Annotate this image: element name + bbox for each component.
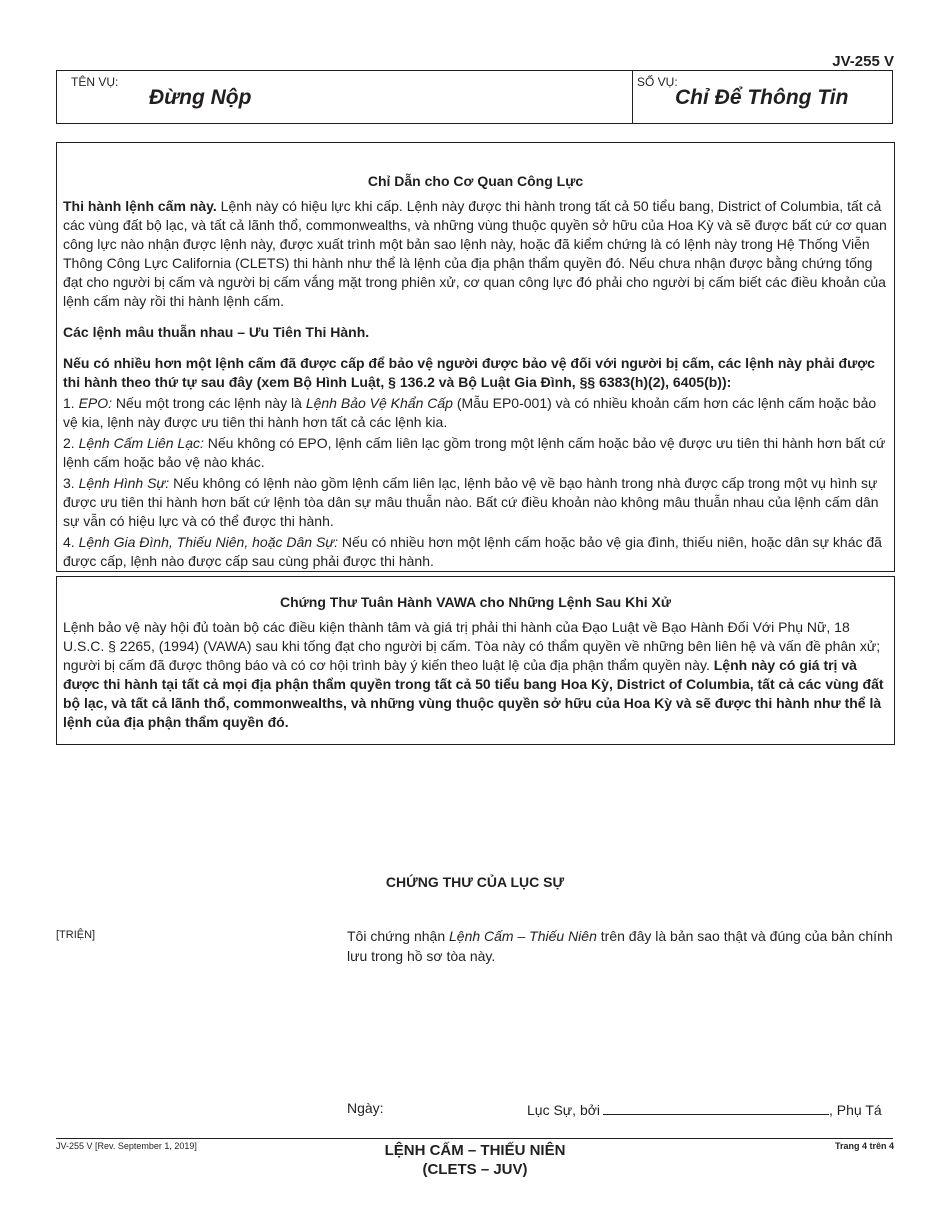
- clerk-certificate-title: CHỨNG THƯ CỦA LỤC SỰ: [385, 874, 565, 890]
- signature-blank: [603, 1100, 829, 1115]
- vawa-title: Chứng Thư Tuân Hành VAWA cho Những Lệnh Sau Khi Xử: [279, 594, 672, 610]
- vawa-certificate: [56, 576, 895, 745]
- seal-placeholder: [TRIỆN]: [56, 929, 96, 941]
- case-header: [56, 70, 893, 124]
- clerk-certification: Tôi chứng nhận Lệnh Cấm – Thiếu Niên trên đây là bản sao thật và đúng của bản chính lưu trong hồ sơ tòa này.: [347, 928, 893, 964]
- list-item: 3. Lệnh Hình Sự: Nếu không có lệnh nào gồm lệnh cấm liên lạc, lệnh bảo vệ về bạo hành trong nhà được cấp trong một vụ hình sự được ưu tiên thi hành hơn bất cứ lệnh tòa dân sự mâu thuẫn nào. Bất cứ điều khoản nào không mâu thuẫn nhau của lệnh cấm dân sự vẫn có hiệu lực và có thể được thi hành.: [63, 475, 879, 529]
- footer-divider: [56, 1138, 893, 1139]
- list-item: 1. EPO: Nếu một trong các lệnh này là Lệnh Bảo Vệ Khẩn Cấp (Mẫu EP0-001) và có nhiều khoản cấm hơn các lệnh cấm hoặc bảo vệ kia, lệnh này được ưu tiên thi hành hơn tất cả các lệnh kia.: [63, 395, 877, 430]
- page-number: Trang 4 trên 4: [834, 1141, 894, 1151]
- enforce-body: Lệnh này có hiệu lực khi cấp. Lệnh này được thi hành trong tất cả 50 tiểu bang, District of Columbia, tất cả các vùng đất bộ lạc, và tất cả lãnh thổ, commonwealths, và những vùng thuộc quyền sở hữu của Hoa Kỳ và sẽ được bất cứ cơ quan công lực nào nhận được lệnh này, được xuất trình một bản sao lệnh này, hoặc đã kiểm chứng là có lệnh này trong Hệ Thống Viễn Thông Công Lực California (CLETS) thi hành như thể là lệnh của địa phận thẩm quyền đó. Nếu chưa nhận được bằng chứng tống đạt cho người bị cấm và người bị cấm vắng mặt trong phiên xử, cơ quan công lực đó phải cho người bị cấm biết các điều khoản của lệnh cấm này rồi thi hành lệnh cấm.: [63, 198, 887, 309]
- form-title: [0, 1141, 950, 1179]
- case-name-cell: [57, 71, 633, 123]
- case-number-value: Chỉ Để Thông Tin: [675, 86, 849, 109]
- vawa-paragraph: [63, 618, 888, 732]
- revision-date: JV-255 V [Rev. September 1, 2019]: [56, 1141, 197, 1151]
- conflict-heading: Các lệnh mâu thuẫn nhau – Ưu Tiên Thi Hành.: [63, 324, 370, 340]
- vawa-bold: Lệnh này có giá trị và được thi hành tại tất cả mọi địa phận thẩm quyền trong tất cả 50 tiểu bang Hoa Kỳ, District of Columbia, tất cả các vùng đất bộ lạc, và tất cả lãnh thổ, commonwealths, và những vùng thuộc quyền sở hữu của Hoa Kỳ và sẽ được thi hành như thể là lệnh của địa phận thẩm quyền đó.: [63, 657, 884, 730]
- case-name-label: TÊN VỤ:: [71, 75, 119, 89]
- date-label: Ngày:: [347, 1100, 384, 1116]
- case-number-cell: [633, 71, 892, 123]
- law-enforcement-instructions: [56, 142, 895, 572]
- deputy-label: , Phụ Tá: [829, 1102, 882, 1118]
- form-title-line2: (CLETS – JUV): [422, 1161, 528, 1178]
- form-number: JV-255 V: [832, 53, 894, 70]
- list-item: 4. Lệnh Gia Đình, Thiếu Niên, hoặc Dân Sự: Nếu có nhiều hơn một lệnh cấm hoặc bảo vệ gia đình, thiếu niên, hoặc dân sự khác đã được cấp, lệnh nào được cấp sau cùng phải được thi hành.: [63, 534, 882, 569]
- enforce-lead: Thi hành lệnh cấm này.: [63, 198, 217, 214]
- case-name-value: Đừng Nộp: [149, 86, 252, 109]
- case-number-label: SỐ VỤ:: [637, 75, 678, 89]
- vawa-body: Lệnh bảo vệ này hội đủ toàn bộ các điều kiện thành tâm và giá trị phải thi hành của Đạo Luật về Bạo Hành Đối Với Phụ Nữ, 18 U.S.C. § 2265, (1994) (VAWA) sau khi tống đạt cho người bị cấm. Tòa này có thẩm quyền về những bên liên hệ và vấn đề phân xử; người bị cấm đã được thông báo và có cơ hội trình bày ý kiến theo luật lệ của địa phận thẩm quyền này.: [63, 619, 881, 673]
- enforce-paragraph: [63, 197, 888, 311]
- form-title-line1: LỆNH CẤM – THIẾU NIÊN: [384, 1142, 566, 1159]
- list-item: 2. Lệnh Cấm Liên Lạc: Nếu không có EPO, lệnh cấm liên lạc gồm trong một lệnh cấm hoặc bảo vệ được ưu tiên thi hành hơn bất cứ lệnh cấm hoặc bảo vệ nào khác.: [63, 435, 886, 470]
- instructions-title: Chỉ Dẫn cho Cơ Quan Công Lực: [367, 173, 584, 189]
- conflict-intro: Nếu có nhiều hơn một lệnh cấm đã được cấp để bảo vệ người được bảo vệ đối với người bị cấm, các lệnh này phải được thi hành theo thứ tự sau đây (xem Bộ Hình Luật, § 136.2 và Bộ Luật Gia Đình, §§ 6383(h)(2), 6405(b)):: [63, 355, 875, 390]
- clerk-by-label: Lục Sự, bởi: [527, 1102, 601, 1118]
- clerk-signature-line: [527, 1100, 882, 1118]
